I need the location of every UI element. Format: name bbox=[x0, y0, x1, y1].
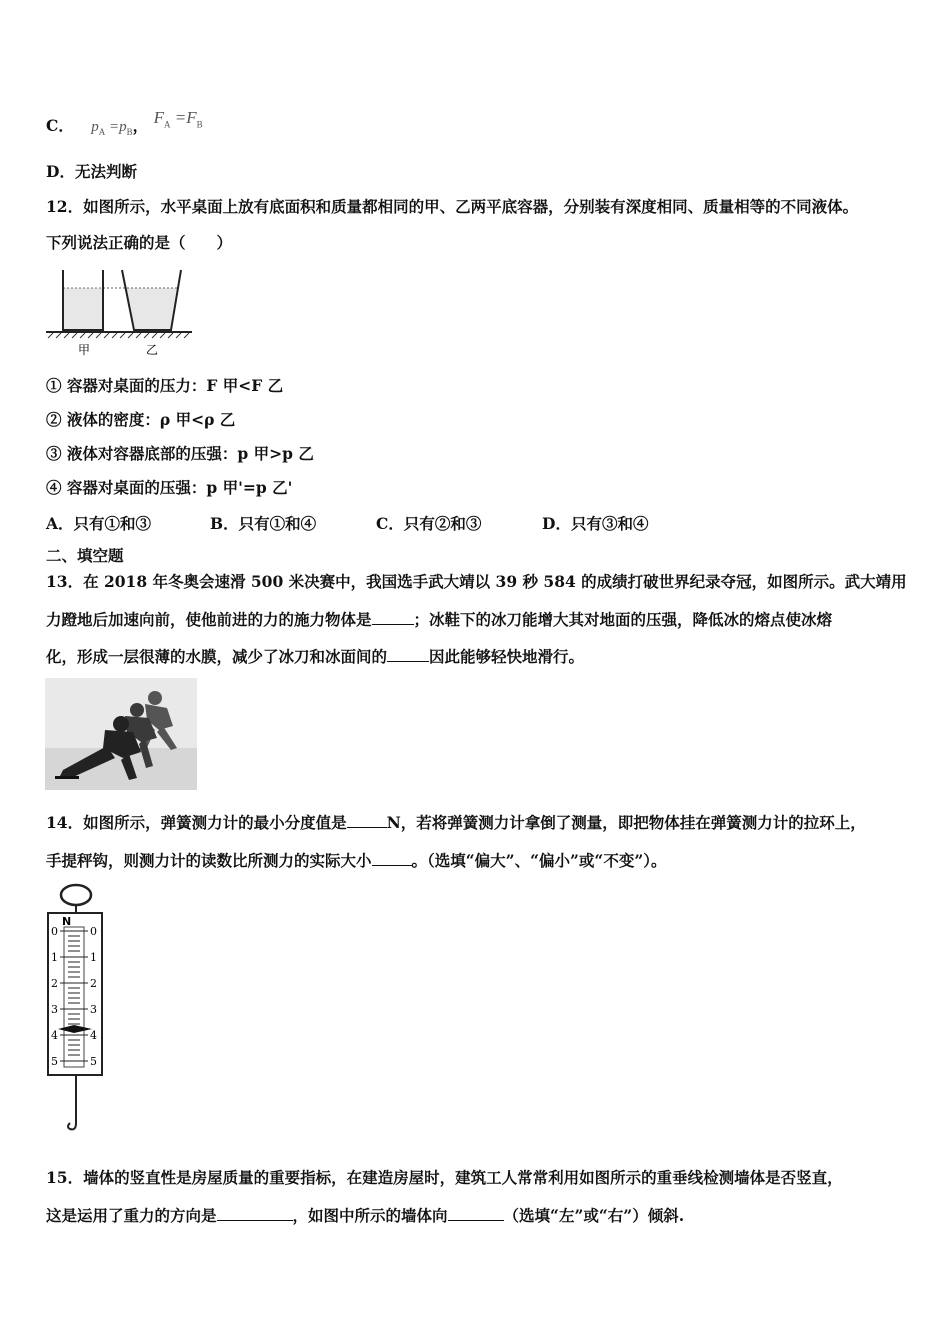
q15-line1: 15．墙体的竖直性是房屋质量的重要指标，在建造房屋时，建筑工人常常利用如图所示的重垂线检测墙体是否竖直， bbox=[46, 1168, 843, 1187]
svg-text:1: 1 bbox=[51, 951, 58, 964]
scale-numbers-left bbox=[51, 925, 58, 1068]
q15-blank-2[interactable] bbox=[448, 1206, 504, 1221]
scale-numbers-right bbox=[90, 925, 97, 1068]
svg-text:5: 5 bbox=[90, 1055, 97, 1068]
q12-statement-2: ② 液体的密度：ρ 甲<ρ 乙 bbox=[46, 410, 236, 429]
svg-text:0: 0 bbox=[51, 925, 58, 938]
label-yi: 乙 bbox=[146, 343, 159, 357]
svg-text:5: 5 bbox=[51, 1055, 58, 1068]
svg-text:2: 2 bbox=[51, 977, 58, 990]
svg-text:3: 3 bbox=[90, 1003, 97, 1016]
pull-ring bbox=[61, 885, 91, 905]
svg-text:1: 1 bbox=[90, 951, 97, 964]
svg-text:4: 4 bbox=[51, 1029, 58, 1042]
q14-blank-1[interactable] bbox=[347, 813, 387, 828]
section-title: 二、填空题 bbox=[46, 546, 124, 565]
q11-formula-pressure: $p_A =p_B$ bbox=[91, 119, 133, 137]
q11-option-d: D．无法判断 bbox=[46, 162, 137, 181]
q12-statement-1: ① 容器对桌面的压力：F 甲<F 乙 bbox=[46, 376, 284, 395]
q12-stem-line2: 下列说法正确的是（ ） bbox=[46, 233, 233, 252]
q12-stem-line1: 12．如图所示，水平桌面上放有底面积和质量都相同的甲、乙两平底容器，分别装有深度相同、质量相等的不同液体。 bbox=[46, 197, 859, 216]
q14-line2: 手提秤钩，则测力计的读数比所测力的实际大小 。（选填“偏大”、“偏小”或“不变”）。 bbox=[46, 851, 667, 870]
svg-text:4: 4 bbox=[90, 1029, 97, 1042]
q14-line1: 14．如图所示，弹簧测力计的最小分度值是 N，若将弹簧测力计拿倒了测量，即把物体挂在弹簧测力计的拉环上， bbox=[46, 813, 866, 832]
svg-text:3: 3 bbox=[51, 1003, 58, 1016]
q12-statement-4: ④ 容器对桌面的压强：p 甲'=p 乙' bbox=[46, 478, 293, 497]
q12-option-c: C．只有②和③ bbox=[376, 514, 482, 533]
q12-containers-figure bbox=[44, 266, 194, 358]
q14-spring-scale-figure bbox=[44, 883, 108, 1135]
hook bbox=[68, 1123, 76, 1129]
q13-blank-1[interactable] bbox=[372, 610, 414, 625]
q13-skaters-photo bbox=[45, 678, 197, 790]
q11-option-c-label: C． bbox=[46, 116, 74, 135]
q13-line1: 13．在 2018 年冬奥会速滑 500 米决赛中，我国选手武大靖以 39 秒 584 的成绩打破世界纪录夺冠，如图所示。武大靖用 bbox=[46, 572, 907, 591]
q15-blank-1[interactable] bbox=[217, 1206, 293, 1221]
unit-label: N bbox=[62, 915, 72, 928]
q12-option-d: D．只有③和④ bbox=[542, 514, 649, 533]
q11-option-c: C． $p_A =p_B$， $F_A =F_B$ bbox=[46, 108, 203, 137]
q11-formula-force: $F_A =F_B$ bbox=[153, 108, 203, 130]
q12-option-a: A．只有①和③ bbox=[46, 514, 152, 533]
svg-text:2: 2 bbox=[90, 977, 97, 990]
q14-blank-2[interactable] bbox=[372, 851, 412, 866]
label-jia: 甲 bbox=[78, 343, 91, 357]
q13-line3: 化，形成一层很薄的水膜，减少了冰刀和冰面间的 因此能够轻快地滑行。 bbox=[46, 647, 585, 666]
q12-statement-3: ③ 液体对容器底部的压强：p 甲>p 乙 bbox=[46, 444, 314, 463]
svg-text:0: 0 bbox=[90, 925, 97, 938]
q13-line2: 力蹬地后加速向前，使他前进的力的施力物体是 ；冰鞋下的冰刀能增大其对地面的压强，降低冰的熔点使冰熔 bbox=[46, 610, 833, 629]
jia-liquid bbox=[63, 288, 103, 330]
q15-line2: 这是运用了重力的方向是 ，如图中所示的墙体向 （选填“左”或“右”）倾斜. bbox=[46, 1206, 685, 1225]
table-hatch bbox=[48, 333, 189, 338]
q12-option-b: B．只有①和④ bbox=[210, 514, 317, 533]
yi-liquid bbox=[126, 288, 178, 330]
q13-blank-2[interactable] bbox=[387, 647, 429, 662]
scale-pointer bbox=[58, 1025, 92, 1033]
